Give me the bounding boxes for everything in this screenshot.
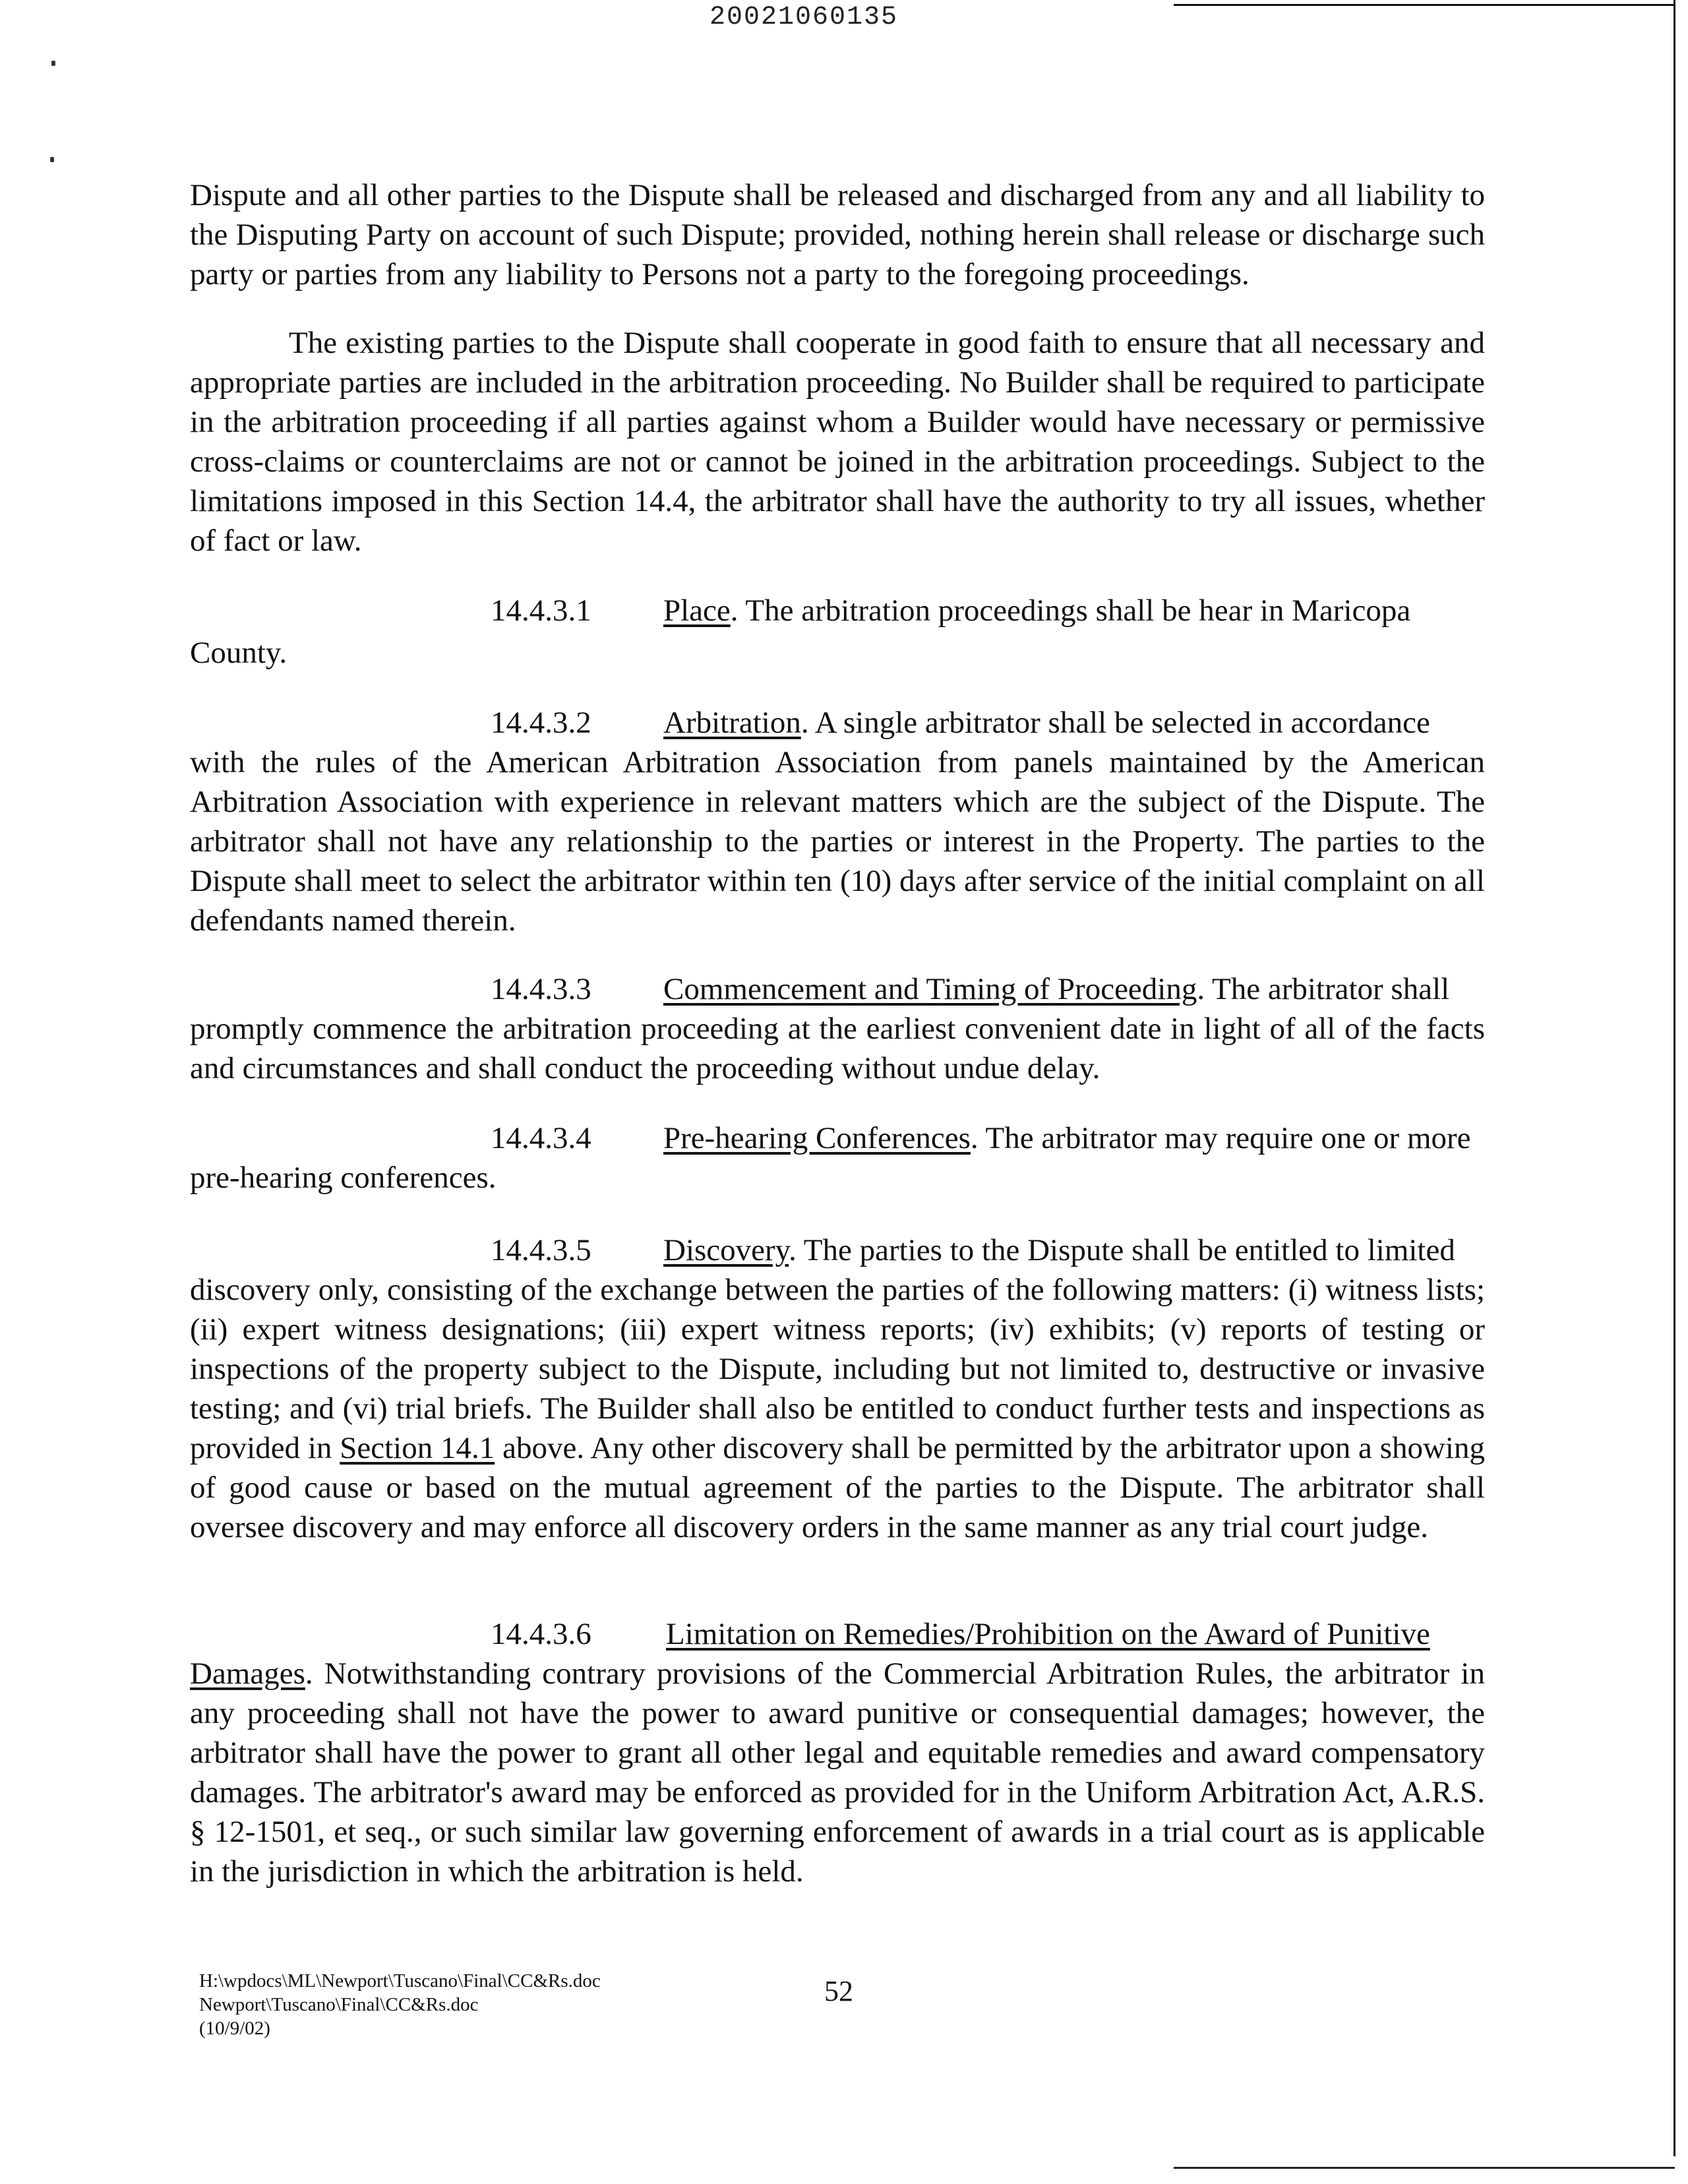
section-heading-discovery: Discovery <box>663 1233 789 1267</box>
section-lead-line <box>663 703 1430 743</box>
section-heading-continued: Damages <box>190 1656 305 1691</box>
section-lead-line <box>666 1614 1430 1654</box>
section-lead-text: . The parties to the Dispute shall be entitled to limited <box>789 1233 1455 1267</box>
scan-speck <box>50 157 54 162</box>
section-number: 14.4.3.5 <box>491 1233 591 1267</box>
section-heading-arbitration: Arbitration <box>663 706 801 740</box>
document-number: 20021060135 <box>709 3 899 32</box>
section-lead-line <box>663 1118 1471 1158</box>
section-body: County. <box>190 636 287 670</box>
section-body-part: above. Any other discovery shall be permitted by the arbitrator upon a showing of good cause or based on the mutual agreement of the parties to the Dispute. The arbitrator shall oversee discovery and may enforce all discovery orders in the same manner as any trial court judge. <box>190 1431 1485 1544</box>
section-heading-place: Place <box>663 593 731 628</box>
section-body: promptly commence the arbitration proceeding at the earliest convenient date in light of all of the facts and circumstances and shall conduct the proceeding without undue delay. <box>190 1012 1485 1085</box>
scan-speck <box>51 61 55 66</box>
section-lead-text: . The arbitrator may require one or more <box>970 1121 1471 1155</box>
footer-path-line: H:\wpdocs\ML\Newport\Tuscano\Final\CC&Rs.doc <box>199 1970 601 1991</box>
paragraph-cooperation: The existing parties to the Dispute shall cooperate in good faith to ensure that all necessary and appropriate parties are included in the arbitration proceeding. No Builder shall be required to participate in the arbitration proceeding if all parties against whom a Builder would have necessary or permissive cross-claims or counterclaims are not or cannot be joined in the arbitration proceedings. Subject to the limitations imposed in this Section 14.4, the arbitrator shall have the authority to try all issues, whether of fact or law. <box>190 326 1485 558</box>
section-number: 14.4.3.3 <box>491 972 591 1006</box>
page-number: 52 <box>824 1975 853 2007</box>
section-number: 14.4.3.1 <box>491 593 591 628</box>
scan-edge-top <box>1174 4 1675 6</box>
section-lead-line <box>663 969 1449 1009</box>
scan-edge-right <box>1673 0 1675 2156</box>
section-body <box>190 1270 1485 1547</box>
section-body <box>190 1654 1485 1891</box>
footer-path-line: Newport\Tuscano\Final\CC&Rs.doc <box>199 1994 479 2015</box>
section-body-part: . Notwithstanding contrary provisions of the Commercial Arbitration Rules, the arbitrator in any proceeding shall not have the power to award punitive or consequential damages; however, the arbitrator shall have the power to grant all other legal and equitable remedies and award compensatory damages. The arbitrator's award may be enforced as provided for in the Uniform Arbitration Act, A.R.S. § 12-1501, et seq., or such similar law governing enforcement of awards in a trial court as is applicable in the jurisdiction in which the arbitration is held. <box>190 1656 1485 1889</box>
section-heading-commencement: Commencement and Timing of Proceeding <box>663 972 1197 1006</box>
section-lead-text: . A single arbitrator shall be selected in accordance <box>800 706 1430 740</box>
section-lead-text: . The arbitrator shall <box>1197 972 1450 1006</box>
section-number: 14.4.3.6 <box>491 1617 591 1651</box>
section-lead-line <box>663 1230 1455 1270</box>
section-body-part: discovery only, consisting of the exchange between the parties of the following matters: (i) witness lists; (ii) expert witness designations; (iii) expert witness reports; (iv) exhibits; (v) reports of testing or inspections of the property subject to the Dispute, including but not limited to, destructive or invasive testing; and (vi) trial briefs. The Builder shall also be entitled to conduct further tests and inspections as provided in <box>190 1273 1485 1465</box>
footer-file-path <box>199 1969 601 2040</box>
footer-date: (10/9/02) <box>199 2018 270 2039</box>
section-lead-text: . The arbitration proceedings shall be hear in Maricopa <box>730 593 1411 628</box>
section-lead-line <box>663 591 1410 630</box>
section-number: 14.4.3.2 <box>491 706 591 740</box>
scan-edge-bottom <box>1174 2167 1675 2169</box>
section-number: 14.4.3.4 <box>491 1121 591 1155</box>
section-heading-limitation: Limitation on Remedies/Prohibition on the Award of Punitive <box>666 1617 1430 1651</box>
section-body: pre-hearing conferences. <box>190 1161 497 1195</box>
section-reference-link: Section 14.1 <box>340 1431 495 1465</box>
paragraph-continuation: Dispute and all other parties to the Dispute shall be released and discharged from any and all liability to the Disputing Party on account of such Dispute; provided, nothing herein shall release or discharge such party or parties from any liability to Persons not a party to the foregoing proceedings. <box>190 178 1485 291</box>
section-body: with the rules of the American Arbitration Association from panels maintained by the American Arbitration Association with experience in relevant matters which are the subject of the Dispute. The arbitrator shall not have any relationship to the parties or interest in the Property. The parties to the Dispute shall meet to select the arbitrator within ten (10) days after service of the initial complaint on all defendants named therein. <box>190 745 1485 938</box>
section-heading-prehearing: Pre-hearing Conferences <box>663 1121 971 1155</box>
